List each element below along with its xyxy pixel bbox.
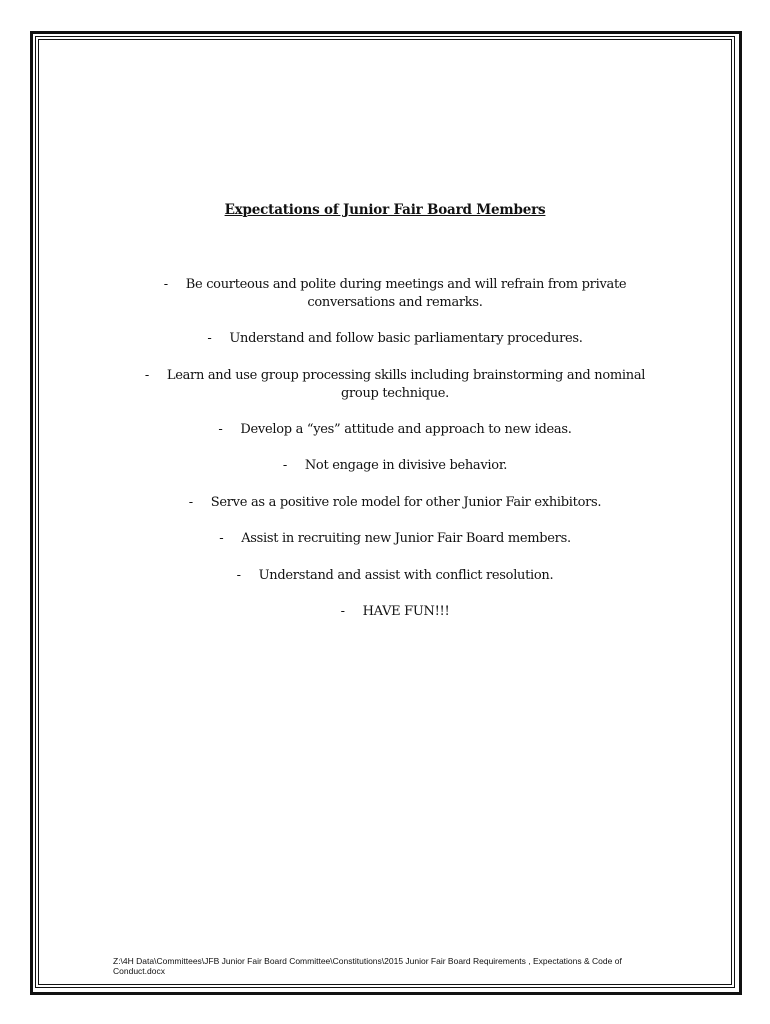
list-item-text: Serve as a positive role model for other Junior Fair exhibitors.	[210, 495, 602, 510]
list-item-dash: -	[207, 331, 212, 346]
document-footer-path: Z:\4H Data\Committees\JFB Junior Fair Board Committee\Constitutions\2015 Junior Fair Board Requirements , Expectations & Code of Conduct.docx	[113, 956, 622, 976]
list-item-text: Understand and follow basic parliamentary procedures.	[229, 331, 583, 346]
document-title: Expectations of Junior Fair Board Members	[224, 202, 546, 218]
list-item-dash: -	[219, 531, 224, 546]
list-item	[150, 276, 640, 312]
list-item	[150, 603, 640, 621]
list-item-text: Develop a “yes” attitude and approach to new ideas.	[240, 422, 572, 437]
list-item	[135, 367, 655, 403]
list-item	[150, 494, 640, 512]
list-item-text: Not engage in divisive behavior.	[304, 458, 508, 473]
list-item-dash: -	[282, 458, 287, 473]
list-item	[150, 421, 640, 439]
list-item-dash: -	[340, 604, 345, 619]
list-item-dash: -	[188, 495, 193, 510]
list-item-dash: -	[163, 277, 168, 292]
list-item	[150, 457, 640, 475]
list-item-dash: -	[144, 368, 149, 383]
list-item	[150, 567, 640, 585]
list-item-dash: -	[236, 568, 241, 583]
list-item	[150, 330, 640, 348]
page-border-inner	[38, 39, 732, 985]
list-item	[150, 530, 640, 548]
list-item-text: Understand and assist with conflict resolution.	[258, 568, 554, 583]
list-item-text: Learn and use group processing skills including brainstorming and nominal group technique.	[166, 368, 646, 401]
list-item-text: HAVE FUN!!!	[362, 604, 450, 619]
list-item-text: Assist in recruiting new Junior Fair Board members.	[241, 531, 571, 546]
list-item-text: Be courteous and polite during meetings and will refrain from private conversations and remarks.	[185, 277, 627, 310]
list-item-dash: -	[218, 422, 223, 437]
